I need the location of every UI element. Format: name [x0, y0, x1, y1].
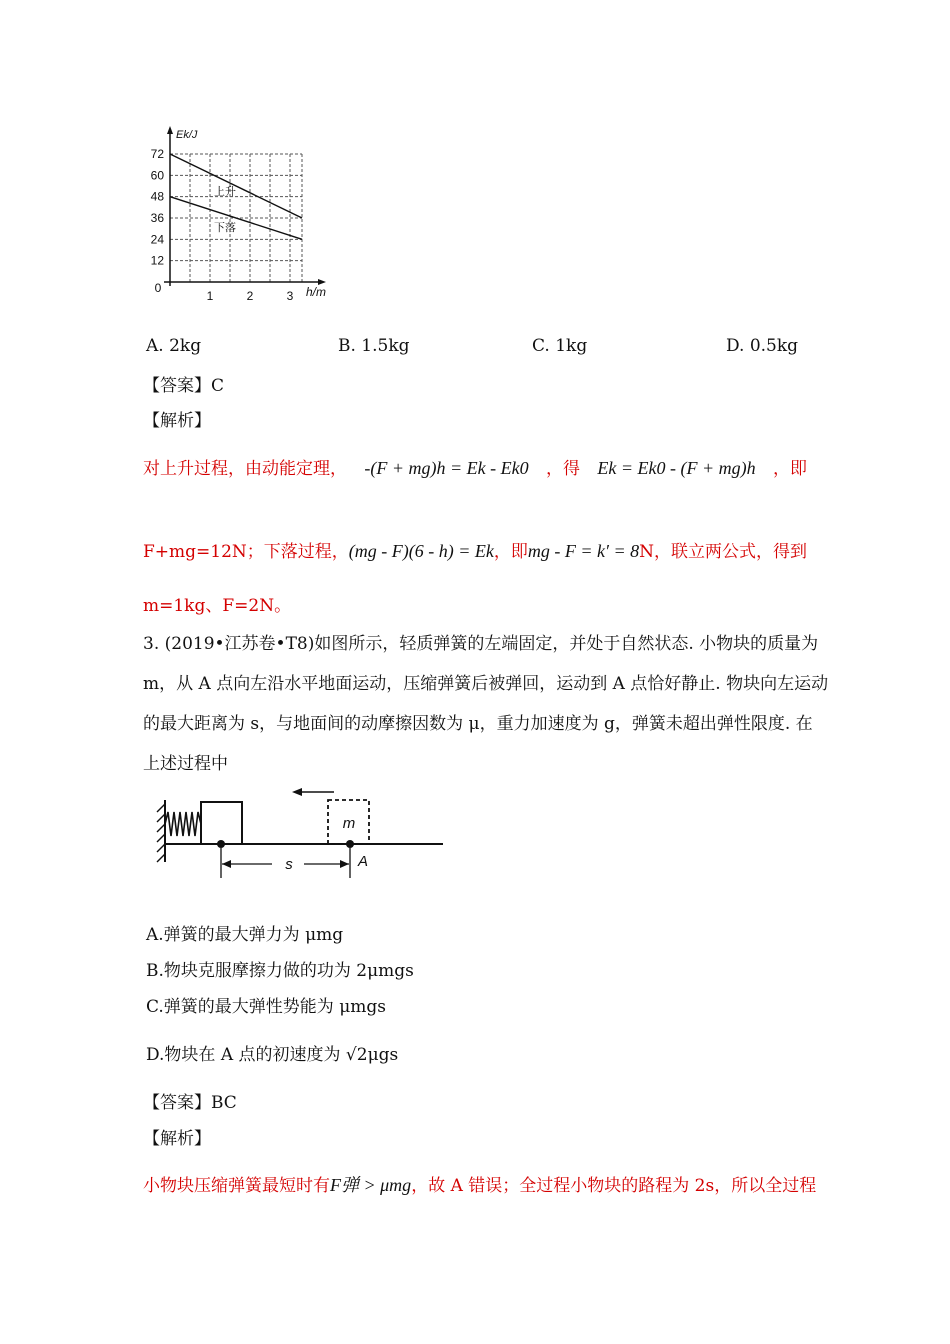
origin-label: 0: [154, 281, 162, 295]
y-tick-label: 12: [150, 253, 164, 268]
formula-spring-force: F弹 > μmg: [330, 1175, 412, 1195]
y-axis-label: Ek/J: [176, 129, 198, 141]
formula-ek: Ek = Ek0 - (F + mg)h: [597, 458, 756, 478]
solution-text: 对上升过程，由动能定理，: [143, 459, 347, 479]
solution-line-3: m=1kg、F=2N。: [143, 596, 292, 616]
motion-arrowhead: [292, 788, 302, 796]
solution-text: ，故 A 错误；全过程小物块的路程为 2s，所以全过程: [411, 1176, 817, 1196]
q3-solution-line-1: [143, 1171, 817, 1197]
q3-option-b[interactable]: B.物块克服摩擦力做的功为 2μmgs: [146, 961, 414, 981]
solution-text: F+mg=12N；下落过程，: [143, 542, 349, 562]
x-axis-label: h/m: [306, 285, 327, 299]
solution-text: ，得: [545, 459, 580, 479]
formula-descent: (mg - F)(6 - h) = Ek: [348, 541, 494, 561]
answer-label: 【答案】C: [143, 376, 225, 396]
dim-arrow-right: [340, 860, 349, 868]
y-axis-arrow: [167, 126, 173, 134]
point-a-dot: [346, 840, 354, 848]
formula-work-energy: -(F + mg)h = Ek - Ek0: [364, 458, 529, 478]
y-tick-label: 60: [150, 168, 164, 183]
solution-line-2: [143, 537, 807, 562]
q3-stem-line-3: 的最大距离为 s，与地面间的动摩擦因数为 μ，重力加速度为 g，弹簧未超出弹性限度. 在: [143, 714, 813, 734]
x-tick-label: 1: [206, 289, 214, 300]
solution-text: ，即: [493, 542, 528, 562]
ek-h-chart: [140, 120, 340, 300]
wall-hatch: [157, 804, 165, 862]
dim-arrow-left: [222, 860, 231, 868]
q3-option-a[interactable]: A.弹簧的最大弹力为 μmg: [146, 925, 344, 945]
y-tick-label: 36: [150, 211, 164, 225]
series-label-rise: 上升: [214, 186, 236, 199]
option-c[interactable]: C. 1kg: [532, 336, 588, 356]
option-a[interactable]: A. 2kg: [146, 336, 202, 356]
chart-labels: [151, 129, 326, 300]
option-d[interactable]: D. 0.5kg: [726, 336, 799, 356]
q3-option-c[interactable]: C.弹簧的最大弹性势能为 μmgs: [146, 997, 386, 1017]
y-tick-label: 48: [150, 189, 164, 204]
series-label-fall: 下落: [214, 221, 236, 234]
mass-label: m: [342, 815, 356, 832]
q3-stem-line-4: 上述过程中: [143, 754, 228, 774]
q3-stem-line-2: m，从 A 点向左沿水平地面运动，压缩弹簧后被弹回，运动到 A 点恰好静止. 物块向左运动: [143, 674, 829, 694]
q3-stem-line-1: 3. (2019•江苏卷•T8)如图所示，轻质弹簧的左端固定，并处于自然状态. 小物块的质量为: [143, 634, 819, 654]
solution-text: N，联立两公式，得到: [639, 542, 807, 562]
option-b[interactable]: B. 1.5kg: [338, 336, 410, 356]
solution-line-1: [143, 454, 807, 479]
formula-slope: mg - F = k′ = 8: [527, 541, 640, 561]
y-tick-label: 72: [150, 147, 164, 161]
spring: [165, 812, 201, 836]
q3-analysis-label: 【解析】: [143, 1129, 211, 1149]
q3-answer-label: 【答案】BC: [143, 1093, 237, 1113]
block-center-dot: [217, 840, 225, 848]
q3-option-d[interactable]: D.物块在 A 点的初速度为 √2μgs: [146, 1045, 399, 1065]
analysis-label: 【解析】: [143, 411, 211, 431]
solution-text: ，即: [772, 459, 807, 479]
y-tick-label: 24: [150, 232, 164, 247]
compressed-block: [201, 802, 242, 844]
x-tick-label: 2: [246, 289, 254, 300]
solution-text: 小物块压缩弹簧最短时有: [143, 1176, 330, 1196]
spring-block-figure: [150, 780, 450, 880]
x-tick-label: 3: [286, 289, 294, 300]
point-a-label: A: [357, 853, 369, 870]
distance-label: s: [285, 856, 293, 873]
